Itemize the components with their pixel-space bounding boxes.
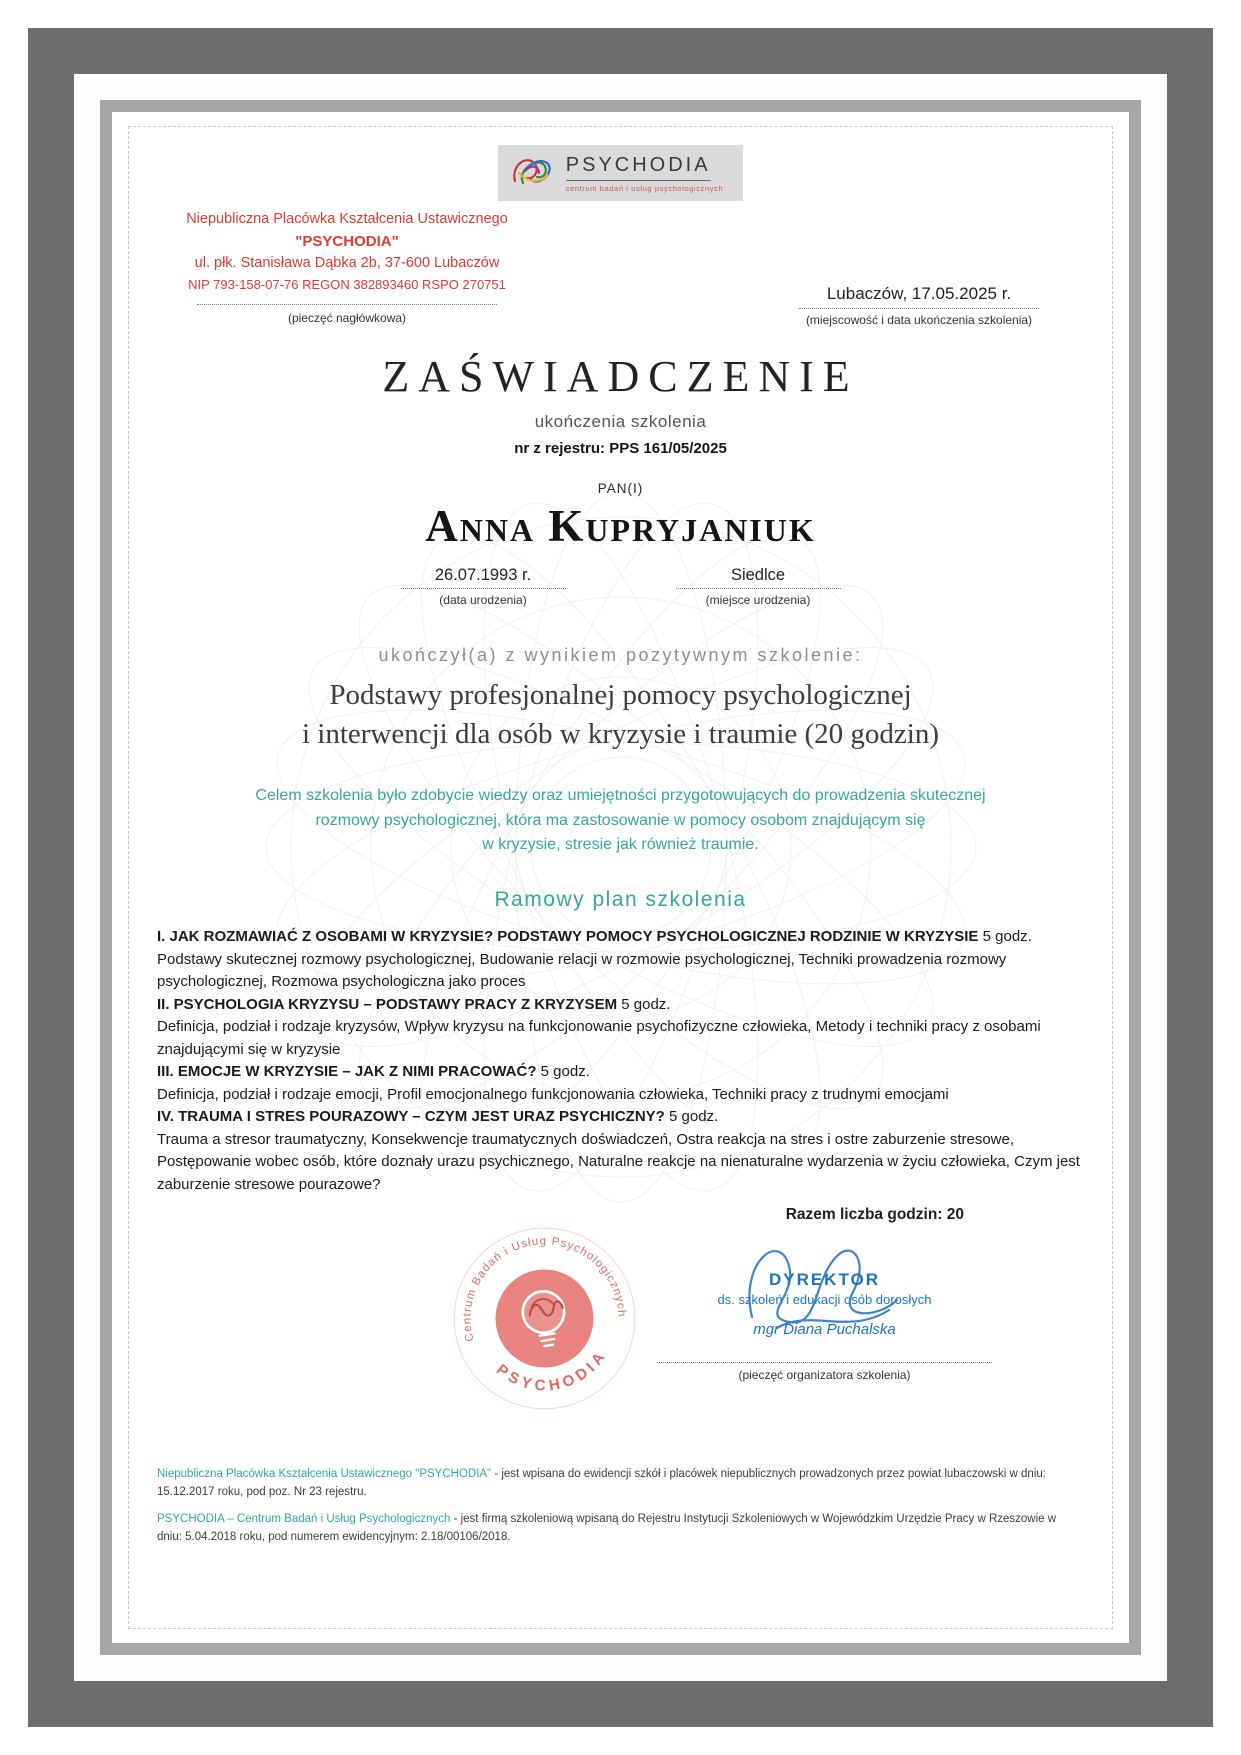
plan-section-1 — [157, 926, 1084, 994]
plan-section-2-description: Definicja, podział i rodzaje kryzysów, Wpływ kryzysu na funkcjonowanie psychofizyczne człowieka, Metody i techniki pracy z osobami znajdującymi się w kryzysie — [157, 1018, 1041, 1058]
footer-note-1-rest: - jest wpisana do ewidencji szkół i placówek niepublicznych prowadzonych przez powiat lubaczowski w dniu: 15.12.2017 roku, pod poz. Nr 23 rejestru. — [157, 1468, 1046, 1498]
plan-section-4 — [157, 1106, 1084, 1196]
plan-section-4-description: Trauma a stresor traumatyczny, Konsekwencje traumatycznych doświadczeń, Ostra reakcja na stres i ostre zaburzenie stresowe, Postępowanie wobec osób, które doznały urazu psychicznego, Naturalne reakcje na nienaturalne wydarzenia w życiu człowieka, Czym jest zaburzenie stresowe pourazowe? — [157, 1130, 1080, 1193]
course-title-line-1: Podstawy profesjonalnej pomocy psychologicznej — [329, 678, 912, 711]
plan-section-1-description: Podstawy skutecznej rozmowy psychologicznej, Budowanie relacji w rozmowie psychologicznej, Techniki prowadzenia rozmowy psychologicznej, Rozmowa psychologiczna jako proces — [157, 950, 1007, 991]
plan-section-1-hours: 5 godz. — [982, 928, 1032, 946]
inner-gray-frame — [100, 100, 1141, 1655]
birth-place-value: Siedlce — [676, 566, 841, 589]
plan-section-3-description: Definicja, podział i rodzaje emocji, Profil emocjonalnego funkcjonowania człowieka, Techniki pracy z trudnymi emocjami — [157, 1085, 949, 1103]
psychodia-logo — [498, 145, 743, 201]
birth-date-value: 26.07.1993 r. — [401, 566, 566, 589]
legal-footer — [157, 1466, 1084, 1546]
course-description-line-1: Celem szkolenia było zdobycie wiedzy oraz umiejętności przygotowujących do prowadzenia skutecznej — [255, 786, 986, 804]
course-description — [157, 784, 1084, 858]
footer-note-1-lead: Niepubliczna Placówka Kształcenia Ustawicznego "PSYCHODIA" — [157, 1468, 492, 1481]
training-plan — [157, 926, 1084, 1196]
course-title-line-2: i interwencji dla osób w kryzysie i traumie (20 godzin) — [301, 717, 940, 750]
birth-date-caption: (data urodzenia) — [439, 592, 527, 607]
org-line-3: ul. płk. Stanisława Dąbka 2b, 37-600 Lubaczów — [194, 255, 500, 272]
salutation: PAN(I) — [597, 480, 644, 496]
outer-dark-frame — [28, 28, 1213, 1727]
plan-section-3-title: III. EMOCJE W KRYZYSIE – JAK Z NIMI PRACOWAĆ? — [157, 1063, 537, 1081]
place-date-block — [754, 284, 1084, 327]
course-title — [157, 676, 1084, 754]
plan-section-4-hours: 5 godz. — [669, 1108, 719, 1126]
total-hours: Razem liczba godzin: 20 — [785, 1206, 964, 1224]
plan-heading: Ramowy plan szkolenia — [494, 888, 747, 912]
logo-tagline: centrum badań i usług psychologicznych — [565, 183, 724, 193]
place-date-value: Lubaczów, 17.05.2025 r. — [799, 284, 1039, 309]
white-mat-frame — [74, 74, 1167, 1681]
birth-place-caption: (miejsce urodzenia) — [705, 592, 811, 607]
signature-role-title: DYREKTOR — [768, 1270, 881, 1290]
signature-name: mgr Diana Puchalska — [753, 1321, 896, 1339]
logo-brand-text: PSYCHODIA — [566, 154, 711, 181]
org-caption: (pieczęć nagłówkowa) — [287, 310, 407, 325]
plan-section-3-hours: 5 godz. — [540, 1063, 590, 1081]
certificate-subtitle: ukończenia szkolenia — [534, 411, 707, 431]
place-date-caption: (miejscowość i data ukończenia szkolenia) — [805, 312, 1033, 327]
org-line-4: NIP 793-158-07-76 REGON 382893460 RSPO 270751 — [188, 277, 506, 292]
certificate-content-box — [128, 126, 1113, 1629]
certificate-title: ZAŚWIADCZENIE — [382, 351, 859, 401]
footer-note-2-lead: PSYCHODIA – Centrum Badań i Usług Psychologicznych — [157, 1512, 451, 1525]
director-signature-block — [657, 1270, 992, 1382]
scribble-brain-icon — [508, 152, 556, 194]
org-dotted-line — [197, 304, 497, 305]
organization-round-stamp — [439, 1213, 651, 1425]
signature-caption: (pieczęć organizatora szkolenia) — [738, 1368, 911, 1383]
birth-place-field — [676, 566, 841, 607]
registry-number: nr z rejestru: PPS 161/05/2025 — [514, 439, 727, 457]
stamp-ring-text-top: Centrum Badań i Usług Psychologicznych — [461, 1235, 628, 1343]
stamp-ring-text-bottom: PSYCHODIA — [493, 1346, 611, 1395]
org-line-1: Niepubliczna Placówka Kształcenia Ustawicznego — [186, 211, 508, 227]
plan-section-2-title: II. PSYCHOLOGIA KRYZYSU – PODSTAWY PRACY Z KRYZYSEM — [157, 995, 618, 1013]
footer-note-2 — [157, 1511, 1084, 1547]
plan-section-2-hours: 5 godz. — [621, 995, 671, 1013]
plan-section-1-title: I. JAK ROZMAWIAĆ Z OSOBAMI W KRYZYSIE? PODSTAWY POMOCY PSYCHOLOGICZNEJ RODZINIE W KRYZYSIE — [157, 928, 979, 946]
course-description-line-2: rozmowy psychologicznej, która ma zastosowanie w pomocy osobom znajdującym się — [315, 811, 926, 829]
plan-section-3 — [157, 1061, 1084, 1106]
signature-role-subtitle: ds. szkoleń i edukacji osób dorosłych — [717, 1292, 932, 1308]
signature-dotted-line — [657, 1362, 992, 1363]
certificate-sheet — [112, 112, 1129, 1643]
completion-statement: ukończył(a) z wynikiem pozytywnym szkolenie: — [378, 644, 863, 665]
plan-section-4-title: IV. TRAUMA I STRES POURAZOWY – CZYM JEST URAZ PSYCHICZNY? — [157, 1108, 665, 1126]
org-line-2: "PSYCHODIA" — [295, 232, 399, 250]
footer-note-1 — [157, 1466, 1084, 1502]
plan-section-2 — [157, 994, 1084, 1062]
course-description-line-3: w kryzysie, stresie jak również traumie. — [482, 836, 759, 854]
birth-date-field — [401, 566, 566, 607]
footer-note-2-rest: - jest firmą szkoleniową wpisaną do Rejestru Instytucji Szkoleniowych w Wojewódzkim Urzędzie Pracy w Rzeszowie w dniu: 5.04.2018 roku, pod numerem ewidencyjnym: 2.18/00106/2018. — [157, 1512, 1057, 1543]
participant-name: Anna Kupryjaniuk — [425, 500, 816, 551]
organization-header-block — [157, 209, 537, 327]
